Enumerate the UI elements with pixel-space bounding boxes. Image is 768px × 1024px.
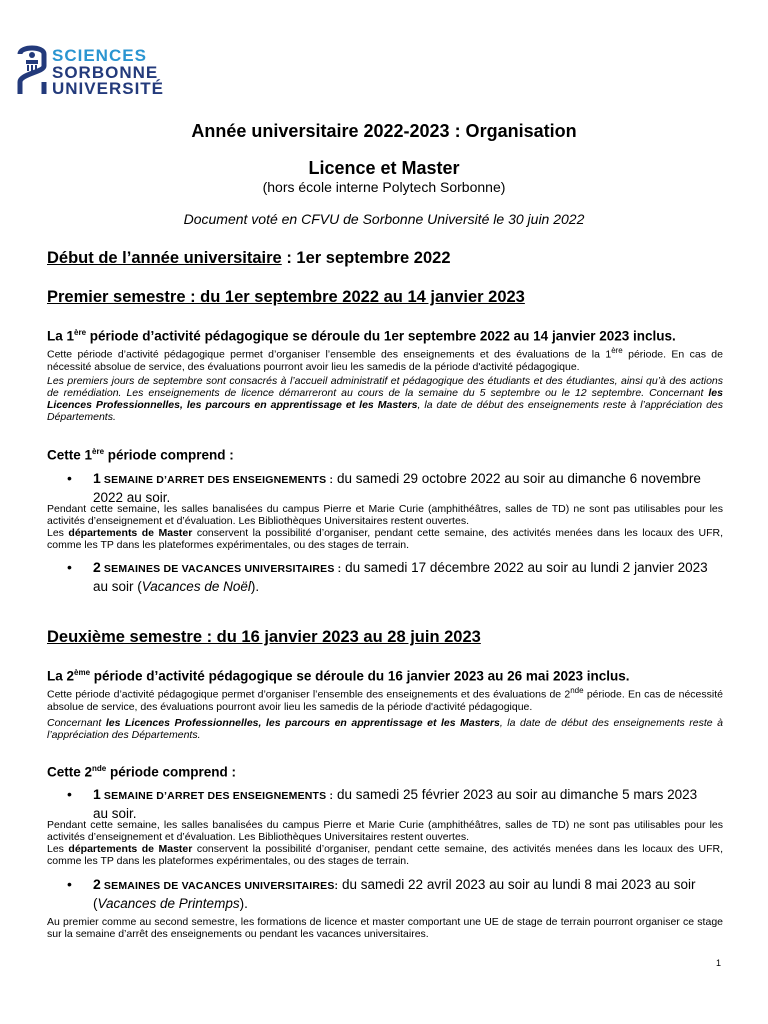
s2-bullet-1-text	[93, 786, 713, 822]
s2-b2-end: ).	[239, 896, 248, 911]
s1-note2c: conservent la possibilité d’organiser, pendant cette semaine, des activités menées dans les locaux des UFR, comme les TP dans les plateformes expérimentales, ou des stages de terrain.	[47, 527, 723, 551]
s1-b1-text: du samedi 29 octobre 2022 au soir au dimanche 6 novembre 2022 au soir.	[93, 471, 701, 505]
s1-p1-sup: ère	[611, 346, 623, 355]
bullet-icon: •	[67, 470, 72, 486]
scope-note: (hors école interne Polytech Sorbonne)	[262, 179, 506, 195]
stage-footer-note: Au premier comme au second semestre, les formations de licence et master comportant une UE de stage de terrain pourront organiser ce stage sur la semaine d’arrêt des enseignements ou pendant les vacances universitaires.	[47, 916, 723, 940]
s1-bullet-2-text	[93, 559, 713, 595]
s2-b2-label: SEMAINES DE VACANCES UNIVERSITAIRES:	[100, 880, 339, 892]
s2-comprend-heading	[47, 764, 236, 780]
page-subtitle: Licence et Master	[308, 158, 460, 178]
s2-note2a: Les	[47, 843, 69, 855]
s2-p1-pre: Cette période d’activité pédagogique permet d’organiser l’ensemble des enseignements et des évaluations de 2	[47, 688, 571, 701]
s1-b2-label: SEMAINES DE VACANCES UNIVERSITAIRES :	[100, 563, 342, 575]
s1-period-pre: La 1	[47, 328, 75, 344]
year-start-heading	[47, 249, 451, 268]
s2-note2c: conservent la possibilité d’organiser, pendant cette semaine, des activités menées dans les locaux des UFR, comme les TP dans les plateformes expérimentales, ou des stages de terrain.	[47, 843, 723, 867]
s2-p1-sup: nde	[570, 686, 584, 695]
s2-note-2	[47, 843, 723, 867]
s2-b2-text: du samedi 22 avril 2023 au soir au lundi 8 mai 2023 au soir (	[93, 877, 696, 911]
s1-comprend-heading	[47, 447, 234, 463]
logo-line-sciences: SCIENCES	[52, 46, 147, 65]
s1-period-post: période d’activité pédagogique se déroule du 1er septembre 2022 au 14 janvier 2023 inclus.	[86, 328, 676, 344]
s1-note2a: Les	[47, 527, 69, 539]
s2-b2-it: Vacances de Printemps	[97, 896, 240, 911]
s1-p2c: , la date de début des enseignements reste à l’appréciation des Départements.	[47, 399, 724, 423]
s1-p1-pre: Cette période d’activité pédagogique permet d’organiser l’ensemble des enseignements et des évaluations de la 1	[47, 348, 612, 361]
s2-note-1: Pendant cette semaine, les salles banalisées du campus Pierre et Marie Curie (amphithéâtres, salles de TD) ne sont pas utilisables pour les activités d’enseignement et d’évaluation. Les Bibliothèques Universitaires restent ouvertes.	[47, 819, 723, 843]
semester2-heading	[47, 628, 481, 647]
s2-period-pre: La 2	[47, 668, 75, 684]
s1-comprend-sup: ère	[92, 447, 105, 456]
s2-period-post: période d’activité pédagogique se déroule du 16 janvier 2023 au 26 mai 2023 inclus.	[90, 668, 630, 684]
s1-bullet-1-text	[93, 470, 713, 506]
s1-p2b: les Licences Professionnelles, les parcours en apprentissage et les Masters	[47, 387, 723, 411]
s2-p2a: Concernant	[47, 717, 106, 729]
s1-period-heading	[47, 328, 676, 344]
s1-note-1: Pendant cette semaine, les salles banalisées du campus Pierre et Marie Curie (amphithéâtres, salles de TD) ne sont pas utilisables pour les activités d’enseignement et d’évaluation. Les Bibliothèques Universitaires restent ouvertes.	[47, 503, 723, 527]
s2-comprend-post: période comprend :	[106, 764, 237, 780]
logo-line-sorbonne: SORBONNE	[52, 63, 159, 82]
s2-paragraph-1	[47, 685, 723, 713]
s1-period-sup: ère	[74, 328, 87, 337]
s1-p1-post: période. En cas de nécessité absolue de service, des évaluations pourront avoir lieu les samedis de la période d'activité pédagogique.	[47, 348, 723, 373]
s1-note2b: départements de Master	[68, 527, 193, 539]
page-number: 1	[715, 958, 721, 968]
semester1-heading-text: Premier semestre : du 1er septembre 2022 au 14 janvier 2023	[47, 288, 525, 306]
s2-comprend-pre: Cette 2	[47, 764, 93, 780]
s2-b2-num: 2	[93, 876, 101, 892]
university-logo	[16, 42, 166, 104]
s2-b1-label: SEMAINE D’ARRET DES ENSEIGNEMENTS :	[100, 790, 334, 802]
s1-b1-label: SEMAINE D’ARRET DES ENSEIGNEMENTS :	[100, 474, 334, 486]
page-title: Année universitaire 2022-2023 : Organisation	[191, 121, 577, 141]
s1-b2-it: Vacances de Noël	[141, 579, 251, 594]
s1-b1-num: 1	[93, 470, 101, 486]
year-start-date: : 1er septembre 2022	[281, 249, 451, 267]
s2-paragraph-2	[47, 717, 723, 741]
s2-period-sup: ème	[74, 668, 91, 677]
s1-b2-text: du samedi 17 décembre 2022 au soir au lundi 2 janvier 2023 au soir (	[93, 560, 708, 594]
s2-period-heading	[47, 668, 630, 684]
s1-note-2	[47, 527, 723, 551]
s2-p1-post: période. En cas de nécessité absolue de service, des évaluations pourront avoir lieu les samedis de la période d'activité pédagogique.	[47, 688, 723, 713]
semester2-heading-text: Deuxième semestre : du 16 janvier 2023 au 28 juin 2023	[47, 628, 481, 646]
s1-paragraph-2	[47, 375, 723, 423]
s2-p2c: , la date de début des enseignements reste à l’appréciation des Départements.	[47, 717, 724, 741]
bullet-icon: •	[67, 559, 72, 575]
s1-comprend-pre: Cette 1	[47, 447, 93, 463]
s1-comprend-post: période comprend :	[104, 447, 234, 463]
bullet-icon: •	[67, 876, 72, 892]
sorbonne-emblem-icon	[16, 42, 48, 98]
bullet-icon: •	[67, 786, 72, 802]
s1-b2-end: ).	[250, 579, 260, 594]
s1-paragraph-1	[47, 345, 723, 373]
semester1-heading	[47, 288, 525, 307]
s1-b2-num: 2	[93, 559, 101, 575]
vote-note: Document voté en CFVU de Sorbonne Université le 30 juin 2022	[183, 211, 585, 227]
s2-comprend-sup: nde	[92, 764, 107, 773]
year-start-label: Début de l’année universitaire	[47, 249, 282, 267]
s1-p2a: Les premiers jours de septembre sont consacrés à l’accueil administratif et pédagogique des étudiants et des étudiantes, ainsi qu’à des actions de remédiation. Les enseignements de licence démarreront au cours de la semaine du 5 septembre ou le 12 septembre. Concernant	[47, 375, 723, 399]
s2-p2b: les Licences Professionnelles, les parcours en apprentissage et les Masters	[105, 717, 500, 729]
s2-b1-num: 1	[93, 786, 101, 802]
s2-b1-text: du samedi 25 février 2023 au soir au dimanche 5 mars 2023 au soir.	[93, 787, 698, 821]
s2-bullet-2-text	[93, 876, 713, 912]
s2-note2b: départements de Master	[68, 843, 193, 855]
logo-line-universite: UNIVERSITÉ	[52, 79, 165, 98]
